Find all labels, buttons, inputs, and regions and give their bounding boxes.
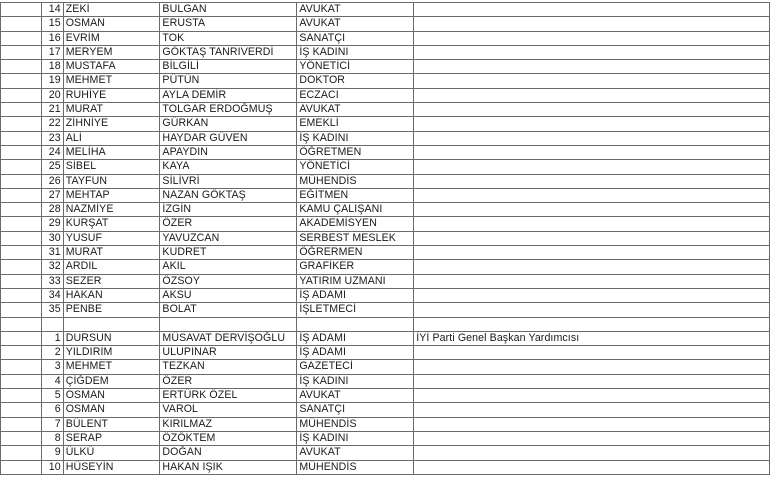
candidate-number: 6 — [41, 403, 63, 417]
candidate-row — [1, 103, 770, 117]
row-margin-cell — [1, 174, 42, 188]
candidate-note — [414, 460, 770, 474]
candidate-surname: DOĞAN — [160, 446, 297, 460]
candidate-surname: VAROL — [160, 403, 297, 417]
candidate-name: ALİ — [63, 131, 160, 145]
row-margin-cell — [1, 45, 42, 59]
candidate-surname: İZGİN — [160, 203, 297, 217]
candidate-number: 28 — [41, 203, 63, 217]
candidate-row — [1, 60, 770, 74]
candidate-profession: İŞ KADINI — [297, 431, 414, 445]
candidate-profession: AVUKAT — [297, 446, 414, 460]
candidate-number: 25 — [41, 160, 63, 174]
candidate-row — [1, 331, 770, 345]
empty-cell — [63, 317, 160, 331]
candidate-row — [1, 174, 770, 188]
candidate-surname: YAVUZCAN — [160, 231, 297, 245]
row-margin-cell — [1, 431, 42, 445]
row-margin-cell — [1, 188, 42, 202]
candidate-row — [1, 217, 770, 231]
candidate-profession: AVUKAT — [297, 3, 414, 17]
candidate-name: YILDIRIM — [63, 346, 160, 360]
candidate-note — [414, 188, 770, 202]
candidate-profession: İŞ ADAMI — [297, 331, 414, 345]
candidate-number: 23 — [41, 131, 63, 145]
candidate-name: EVRİM — [63, 31, 160, 45]
candidate-name: MEHTAP — [63, 188, 160, 202]
candidate-surname: ERUSTA — [160, 17, 297, 31]
candidate-surname: ÖZER — [160, 374, 297, 388]
candidate-note — [414, 246, 770, 260]
candidate-profession: İŞ KADINI — [297, 131, 414, 145]
row-margin-cell — [1, 389, 42, 403]
candidate-note — [414, 274, 770, 288]
candidate-note — [414, 174, 770, 188]
candidate-surname: BİLGİLİ — [160, 60, 297, 74]
candidate-note — [414, 231, 770, 245]
candidate-name: DURSUN — [63, 331, 160, 345]
empty-cell — [160, 317, 297, 331]
candidate-note — [414, 131, 770, 145]
candidate-surname: KUDRET — [160, 246, 297, 260]
row-margin-cell — [1, 374, 42, 388]
candidate-number: 34 — [41, 288, 63, 302]
candidate-profession: AVUKAT — [297, 17, 414, 31]
candidate-name: MELİHA — [63, 145, 160, 159]
candidate-note — [414, 288, 770, 302]
candidate-note — [414, 88, 770, 102]
candidate-row — [1, 188, 770, 202]
candidate-surname: GÖKTAŞ TANRIVERDİ — [160, 45, 297, 59]
candidate-note: İYİ Parti Genel Başkan Yardımcısı — [414, 331, 770, 345]
candidate-note — [414, 45, 770, 59]
candidate-note — [414, 74, 770, 88]
row-margin-cell — [1, 88, 42, 102]
candidate-profession: MÜHENDİS — [297, 174, 414, 188]
candidate-row — [1, 131, 770, 145]
candidate-surname: ÖZSOY — [160, 274, 297, 288]
candidate-number: 32 — [41, 260, 63, 274]
empty-cell — [41, 317, 63, 331]
candidate-note — [414, 417, 770, 431]
candidate-note — [414, 203, 770, 217]
candidate-number: 22 — [41, 117, 63, 131]
candidate-note — [414, 360, 770, 374]
candidate-number: 3 — [41, 360, 63, 374]
candidate-profession: SERBEST MESLEK — [297, 231, 414, 245]
candidate-row — [1, 145, 770, 159]
row-margin-cell — [1, 103, 42, 117]
candidate-number: 16 — [41, 31, 63, 45]
candidate-profession: İŞ ADAMI — [297, 346, 414, 360]
candidate-name: SEZER — [63, 274, 160, 288]
candidate-profession: AVUKAT — [297, 103, 414, 117]
candidate-row — [1, 417, 770, 431]
candidate-number: 9 — [41, 446, 63, 460]
candidate-row — [1, 431, 770, 445]
candidate-note — [414, 346, 770, 360]
candidate-note — [414, 3, 770, 17]
candidate-name: BÜLENT — [63, 417, 160, 431]
candidate-table — [0, 2, 770, 475]
candidate-note — [414, 303, 770, 317]
candidate-profession: İŞ KADINI — [297, 45, 414, 59]
candidate-row — [1, 246, 770, 260]
empty-cell — [1, 317, 42, 331]
candidate-surname: PÜTÜN — [160, 74, 297, 88]
candidate-number: 20 — [41, 88, 63, 102]
row-margin-cell — [1, 3, 42, 17]
candidate-profession: YÖNETİCİ — [297, 60, 414, 74]
candidate-row — [1, 117, 770, 131]
candidate-name: PENBE — [63, 303, 160, 317]
row-margin-cell — [1, 246, 42, 260]
candidate-row — [1, 446, 770, 460]
row-margin-cell — [1, 260, 42, 274]
candidate-name: MEHMET — [63, 74, 160, 88]
candidate-profession: EMEKLİ — [297, 117, 414, 131]
candidate-note — [414, 431, 770, 445]
row-margin-cell — [1, 145, 42, 159]
candidate-profession: İŞLETMECİ — [297, 303, 414, 317]
row-margin-cell — [1, 74, 42, 88]
candidate-name: OSMAN — [63, 403, 160, 417]
candidate-profession: DOKTOR — [297, 74, 414, 88]
candidate-row — [1, 374, 770, 388]
empty-cell — [414, 317, 770, 331]
row-margin-cell — [1, 203, 42, 217]
candidate-note — [414, 60, 770, 74]
candidate-profession: İŞ ADAMI — [297, 288, 414, 302]
row-margin-cell — [1, 160, 42, 174]
candidate-surname: HAYDAR GÜVEN — [160, 131, 297, 145]
candidate-row — [1, 31, 770, 45]
row-margin-cell — [1, 274, 42, 288]
empty-cell — [297, 317, 414, 331]
candidate-name: YUSUF — [63, 231, 160, 245]
candidate-surname: AKIL — [160, 260, 297, 274]
candidate-number: 10 — [41, 460, 63, 474]
candidate-number: 1 — [41, 331, 63, 345]
candidate-row — [1, 303, 770, 317]
candidate-surname: TOK — [160, 31, 297, 45]
candidate-profession: MÜHENDİS — [297, 460, 414, 474]
candidate-row — [1, 45, 770, 59]
row-margin-cell — [1, 131, 42, 145]
candidate-name: TAYFUN — [63, 174, 160, 188]
candidate-surname: ULUPINAR — [160, 346, 297, 360]
candidate-note — [414, 31, 770, 45]
candidate-surname: ERTÜRK ÖZEL — [160, 389, 297, 403]
candidate-row — [1, 231, 770, 245]
candidate-name: KURŞAT — [63, 217, 160, 231]
candidate-number: 19 — [41, 74, 63, 88]
candidate-number: 30 — [41, 231, 63, 245]
candidate-profession: SANATÇI — [297, 403, 414, 417]
candidate-row — [1, 203, 770, 217]
candidate-note — [414, 145, 770, 159]
candidate-number: 8 — [41, 431, 63, 445]
candidate-profession: ECZACI — [297, 88, 414, 102]
candidate-row — [1, 3, 770, 17]
candidate-profession: EĞİTMEN — [297, 188, 414, 202]
row-margin-cell — [1, 231, 42, 245]
row-margin-cell — [1, 303, 42, 317]
candidate-profession: ÖĞRERMEN — [297, 246, 414, 260]
candidate-note — [414, 103, 770, 117]
candidate-surname: KIRILMAZ — [160, 417, 297, 431]
candidate-note — [414, 446, 770, 460]
row-margin-cell — [1, 31, 42, 45]
candidate-row — [1, 17, 770, 31]
candidate-name: ZEKİ — [63, 3, 160, 17]
row-margin-cell — [1, 288, 42, 302]
candidate-surname: SİLİVRİ — [160, 174, 297, 188]
candidate-number: 33 — [41, 274, 63, 288]
candidate-name: SERAP — [63, 431, 160, 445]
candidate-row — [1, 460, 770, 474]
candidate-profession: SANATÇI — [297, 31, 414, 45]
candidate-name: MEHMET — [63, 360, 160, 374]
candidate-number: 27 — [41, 188, 63, 202]
candidate-number: 26 — [41, 174, 63, 188]
candidate-row — [1, 88, 770, 102]
candidate-note — [414, 117, 770, 131]
candidate-name: ARDIL — [63, 260, 160, 274]
candidate-note — [414, 260, 770, 274]
candidate-number: 7 — [41, 417, 63, 431]
row-margin-cell — [1, 217, 42, 231]
row-margin-cell — [1, 460, 42, 474]
candidate-name: ÇİĞDEM — [63, 374, 160, 388]
candidate-name: SİBEL — [63, 160, 160, 174]
candidate-row — [1, 346, 770, 360]
candidate-table-body — [1, 3, 770, 475]
candidate-number: 21 — [41, 103, 63, 117]
candidate-row — [1, 274, 770, 288]
candidate-name: NAZMİYE — [63, 203, 160, 217]
candidate-row — [1, 288, 770, 302]
candidate-profession: İŞ KADINI — [297, 374, 414, 388]
candidate-profession: YÖNETİCİ — [297, 160, 414, 174]
candidate-surname: APAYDIN — [160, 145, 297, 159]
row-margin-cell — [1, 117, 42, 131]
candidate-number: 35 — [41, 303, 63, 317]
separator-row — [1, 317, 770, 331]
candidate-note — [414, 160, 770, 174]
candidate-name: OSMAN — [63, 389, 160, 403]
candidate-number: 17 — [41, 45, 63, 59]
candidate-name: HÜSEYİN — [63, 460, 160, 474]
candidate-name: HAKAN — [63, 288, 160, 302]
candidate-note — [414, 403, 770, 417]
row-margin-cell — [1, 346, 42, 360]
candidate-name: MUSTAFA — [63, 60, 160, 74]
candidate-surname: ÖZER — [160, 217, 297, 231]
candidate-note — [414, 217, 770, 231]
candidate-number: 2 — [41, 346, 63, 360]
candidate-note — [414, 17, 770, 31]
row-margin-cell — [1, 60, 42, 74]
candidate-row — [1, 360, 770, 374]
candidate-surname: MÜSAVAT DERVİŞOĞLU — [160, 331, 297, 345]
candidate-profession: KAMU ÇALIŞANI — [297, 203, 414, 217]
candidate-surname: ÖZÖKTEM — [160, 431, 297, 445]
row-margin-cell — [1, 360, 42, 374]
candidate-note — [414, 374, 770, 388]
candidate-surname: TOLGAR ERDOĞMUŞ — [160, 103, 297, 117]
candidate-profession: YATIRIM UZMANI — [297, 274, 414, 288]
candidate-number: 4 — [41, 374, 63, 388]
candidate-name: ÜLKÜ — [63, 446, 160, 460]
candidate-number: 15 — [41, 17, 63, 31]
row-margin-cell — [1, 446, 42, 460]
candidate-number: 24 — [41, 145, 63, 159]
candidate-surname: BOLAT — [160, 303, 297, 317]
candidate-profession: GRAFİKER — [297, 260, 414, 274]
candidate-name: OSMAN — [63, 17, 160, 31]
candidate-number: 14 — [41, 3, 63, 17]
candidate-surname: AYLA DEMİR — [160, 88, 297, 102]
candidate-surname: NAZAN GÖKTAŞ — [160, 188, 297, 202]
row-margin-cell — [1, 417, 42, 431]
row-margin-cell — [1, 331, 42, 345]
candidate-number: 29 — [41, 217, 63, 231]
candidate-surname: GÜRKAN — [160, 117, 297, 131]
candidate-row — [1, 389, 770, 403]
candidate-surname: TEZKAN — [160, 360, 297, 374]
candidate-name: RUHİYE — [63, 88, 160, 102]
candidate-name: MURAT — [63, 103, 160, 117]
candidate-surname: HAKAN IŞIK — [160, 460, 297, 474]
row-margin-cell — [1, 17, 42, 31]
candidate-row — [1, 160, 770, 174]
candidate-name: MERYEM — [63, 45, 160, 59]
candidate-row — [1, 260, 770, 274]
candidate-surname: BULGAN — [160, 3, 297, 17]
candidate-row — [1, 403, 770, 417]
candidate-note — [414, 389, 770, 403]
candidate-number: 18 — [41, 60, 63, 74]
candidate-row — [1, 74, 770, 88]
candidate-name: ZİHNİYE — [63, 117, 160, 131]
candidate-profession: AVUKAT — [297, 389, 414, 403]
candidate-profession: GAZETECİ — [297, 360, 414, 374]
candidate-surname: AKSU — [160, 288, 297, 302]
candidate-surname: KAYA — [160, 160, 297, 174]
candidate-profession: ÖĞRETMEN — [297, 145, 414, 159]
candidate-name: MURAT — [63, 246, 160, 260]
row-margin-cell — [1, 403, 42, 417]
candidate-profession: AKADEMİSYEN — [297, 217, 414, 231]
candidate-number: 5 — [41, 389, 63, 403]
candidate-number: 31 — [41, 246, 63, 260]
candidate-profession: MÜHENDİS — [297, 417, 414, 431]
